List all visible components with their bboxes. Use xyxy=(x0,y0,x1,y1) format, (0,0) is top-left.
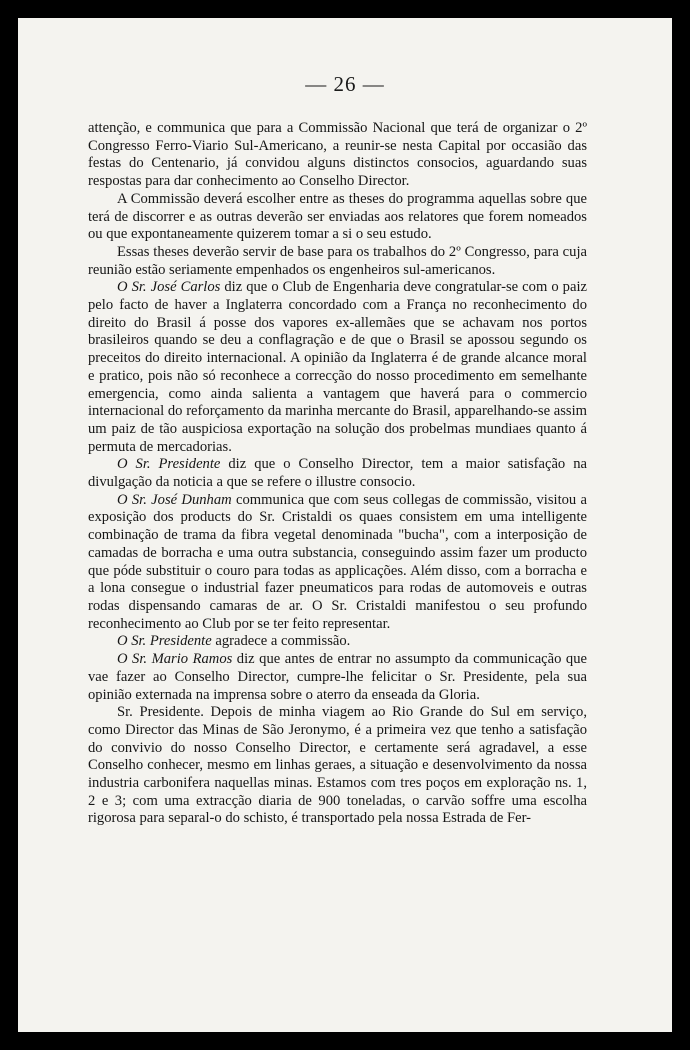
paragraph-text: diz que o Club de Engenharia deve congratular-se com o paiz pelo facto de haver a Inglaterra concordado com a França no reconhecimento do direito do Brasil á posse dos vapores ex-allemães que se achavam nos portos brasileiros quando se deu a conflagração e de que o Brasil se apossou segundo os preceitos do direito internacional. A opinião da Inglaterra é de grande alcance moral e pratico, pois não só reconhece a correcção do nosso procedimento em semelhante emergencia, como ainda salienta a vantagem que haverá para o commercio internacional do reforçamento da marinha mercante do Brasil, apparelhando-se assim um paiz de tão auspiciosa exportação na solução dos probelmas mundiaes quanto á permuta de mercadorias. xyxy=(88,279,587,455)
paragraph-text: agradece a commissão. xyxy=(211,633,351,650)
page-number: — 26 — xyxy=(305,72,385,96)
paragraph xyxy=(88,279,587,456)
speaker-name: O Sr. José Dunham xyxy=(117,491,232,508)
body-text xyxy=(88,120,587,828)
speaker-name: O Sr. Presidente xyxy=(117,633,212,650)
paragraph-text: attenção, e communica que para a Commissão Nacional que terá de organizar o 2º Congresso Ferro-Viario Sul-Americano, a reunir-se nesta Capital por occasião das festas do Centenario, já convidou alguns distinctos consocios, aguardando suas respostas para dar conhecimento ao Conselho Director. xyxy=(88,120,587,190)
speaker-name: O Sr. Mario Ramos xyxy=(117,651,233,668)
paragraph xyxy=(88,120,587,191)
paragraph xyxy=(88,651,587,704)
document-page xyxy=(18,18,672,1032)
speaker-name: O Sr. José Carlos xyxy=(117,279,221,296)
paragraph xyxy=(88,244,587,279)
paragraph-text: diz que o Conselho Director, tem a maior satisfação na divulgação da noticia a que se refere o illustre consocio. xyxy=(88,456,587,491)
paragraph-text: diz que antes de entrar no assumpto da communicação que vae fazer ao Conselho Director, cumpre-lhe felicitar o Sr. Presidente, pela sua opinião externada na imprensa sobre o aterro da enseada da Gloria. xyxy=(88,651,588,703)
paragraph xyxy=(88,704,587,828)
paragraph-text: Sr. Presidente. Depois de minha viagem ao Rio Grande do Sul em serviço, como Director das Minas de São Jeronymo, é a primeira vez que tenho a satisfação do convivio do nosso Conselho Director, e certamente será agradavel, a esse Conselho conhecer, mesmo em linhas geraes, a situação e desenvolvimento da nossa industria carbonifera naquellas minas. Estamos com tres poços em exploração ns. 1, 2 e 3; com uma extracção diaria de 900 toneladas, o carvão soffre uma escolha rigorosa para separal-o do schisto, é transportado pela nossa Estrada de Fer- xyxy=(88,704,587,827)
paragraph xyxy=(88,456,587,491)
paragraph-text: Essas theses deverão servir de base para os trabalhos do 2º Congresso, para cuja reunião estão seriamente empenhados os engenheiros sul-americanos. xyxy=(88,243,587,278)
speaker-name: O Sr. Presidente xyxy=(117,456,221,473)
paragraph xyxy=(88,191,587,244)
paragraph xyxy=(88,633,587,651)
paragraph xyxy=(88,492,587,634)
paragraph-text: communica que com seus collegas de commissão, visitou a exposição dos products do Sr. Cristaldi os quaes consistem em uma intelligente combinação de trama da fibra vegetal denominada "bucha", com a interposição de camadas de borracha e uma outra substancia, conseguindo assim fazer um producto que póde substituir o couro para todas as applicações. Além disso, com a borracha e a lona consegue o industrial fazer pneumaticos para rodas de automoveis e outras rodas dispensando camaras de ar. O Sr. Cristaldi manifestou o seu profundo reconhecimento ao Club por se ter feito representar. xyxy=(88,491,587,632)
paragraph-text: A Commissão deverá escolher entre as theses do programma aquellas sobre que terá de discorrer e as outras deverão ser enviadas aos relatores que forem nomeados ou que expontaneamente quizerem tomar a si o seu estudo. xyxy=(88,190,587,243)
